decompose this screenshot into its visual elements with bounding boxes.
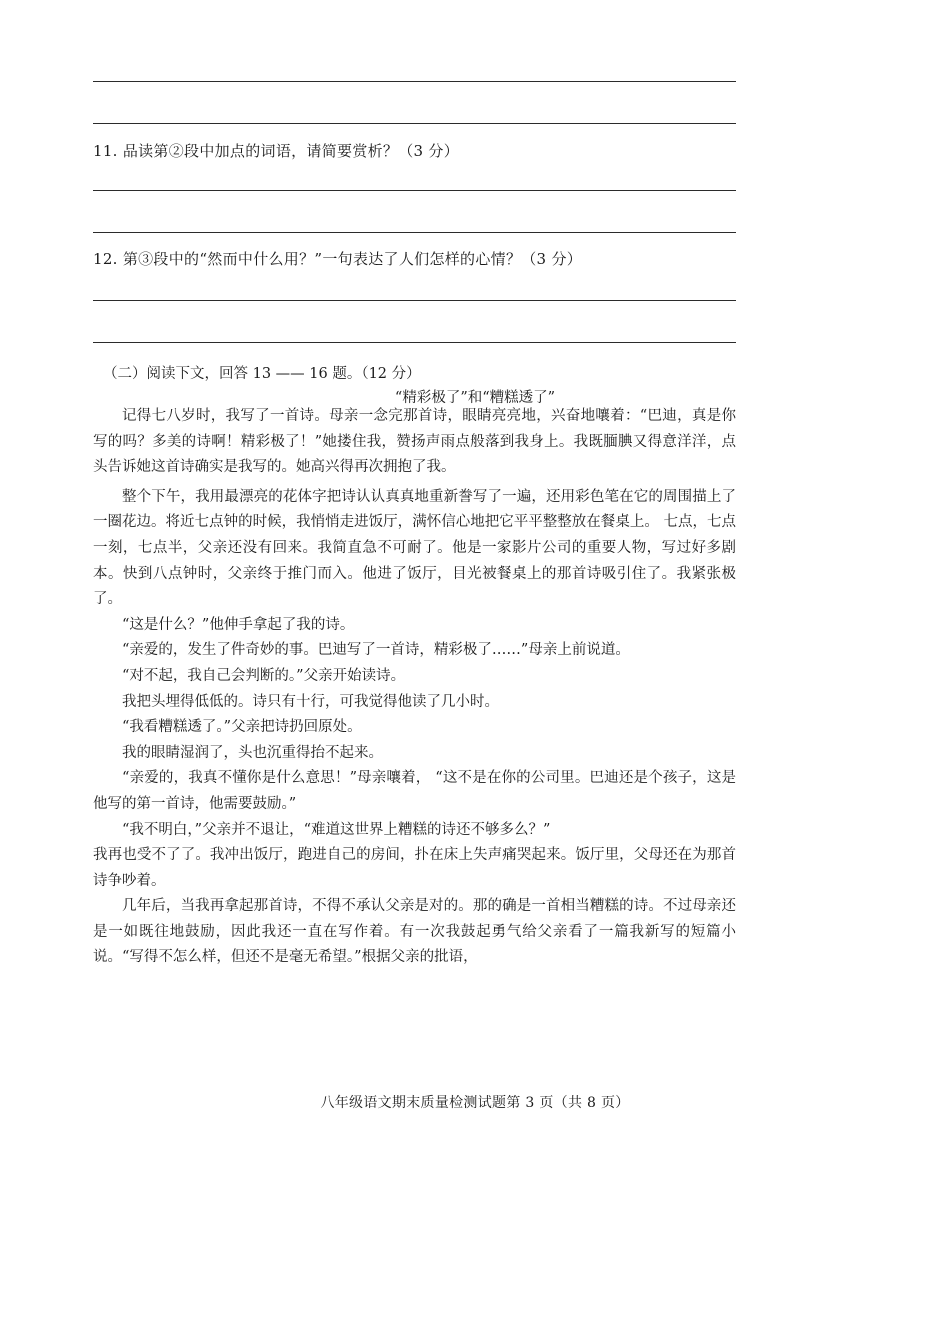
question-12: 12. 第③段中的“然而中什么用？”一句表达了人们怎样的心情？（3 分）	[93, 250, 583, 268]
paragraph: “我看糟糕透了。”父亲把诗扔回原处。	[122, 719, 362, 736]
section-heading: （二）阅读下文，回答 13 —— 16 题。（12 分）	[103, 366, 421, 382]
answer-line-3	[93, 190, 736, 191]
reading-passage	[93, 404, 736, 971]
paragraph: 整个下午，我用最漂亮的花体字把诗认认真真地重新誊写了一遍，还用彩色笔在它的周围描上了一圈花边。将近七点钟的时候，我悄悄走进饭厅，满怀信心地把它平平整整放在餐桌上。 七点，七点一刻，七点半，父亲还没有回来。我简直急不可耐了。他是一家影片公司的重要人物，写过好多剧本。快到八点钟时，父亲终于推门而入。他进了饭厅，目光被餐桌上的那首诗吸引住了。我紧张极了。	[93, 488, 736, 608]
passage-title: “精彩极了”和“糟糕透了”	[394, 390, 556, 406]
paragraph: 记得七八岁时，我写了一首诗。母亲一念完那首诗，眼睛亮亮地，兴奋地嚷着：“巴迪，真是你写的吗？多美的诗啊！精彩极了！”她搂住我，赞扬声雨点般落到我身上。我既腼腆又得意洋洋，点头告诉她这首诗确实是我写的。她高兴得再次拥抱了我。	[93, 408, 736, 476]
paragraph: “这是什么？”他伸手拿起了我的诗。	[122, 616, 355, 633]
question-11: 11. 品读第②段中加点的词语，请简要赏析？（3 分）	[93, 142, 460, 160]
answer-line-5	[93, 300, 736, 301]
answer-line-1	[93, 81, 736, 82]
paragraph: “亲爱的，我真不懂你是什么意思！”母亲嚷着， “这不是在你的公司里。巴迪还是个孩子，这是他写的第一首诗，他需要鼓励。”	[93, 770, 736, 812]
paragraph: 我再也受不了了。我冲出饭厅，跑进自己的房间，扑在床上失声痛哭起来。饭厅里，父母还在为那首诗争吵着。	[93, 847, 736, 889]
page-footer: 八年级语文期末质量检测试题第 3 页（共 8 页）	[320, 1095, 630, 1111]
answer-line-2	[93, 123, 736, 124]
paragraph: “对不起，我自己会判断的。”父亲开始读诗。	[122, 667, 406, 684]
paragraph: “我不明白，”父亲并不退让，“难道这世界上糟糕的诗还不够多么？”	[122, 821, 551, 838]
paragraph: 我把头埋得低低的。诗只有十行，可我觉得他读了几小时。	[122, 693, 499, 710]
answer-line-6	[93, 342, 736, 343]
answer-line-4	[93, 232, 736, 233]
paragraph: 我的眼睛湿润了，头也沉重得抬不起来。	[122, 744, 383, 761]
paragraph: 几年后，当我再拿起那首诗，不得不承认父亲是对的。那的确是一首相当糟糕的诗。不过母亲还是一如既往地鼓励，因此我还一直在写作着。有一次我鼓起勇气给父亲看了一篇我新写的短篇小说。“写得不怎么样，但还不是毫无希望。”根据父亲的批语，	[93, 898, 736, 966]
paragraph: “亲爱的，发生了件奇妙的事。巴迪写了一首诗，精彩极了……”母亲上前说道。	[122, 642, 630, 659]
